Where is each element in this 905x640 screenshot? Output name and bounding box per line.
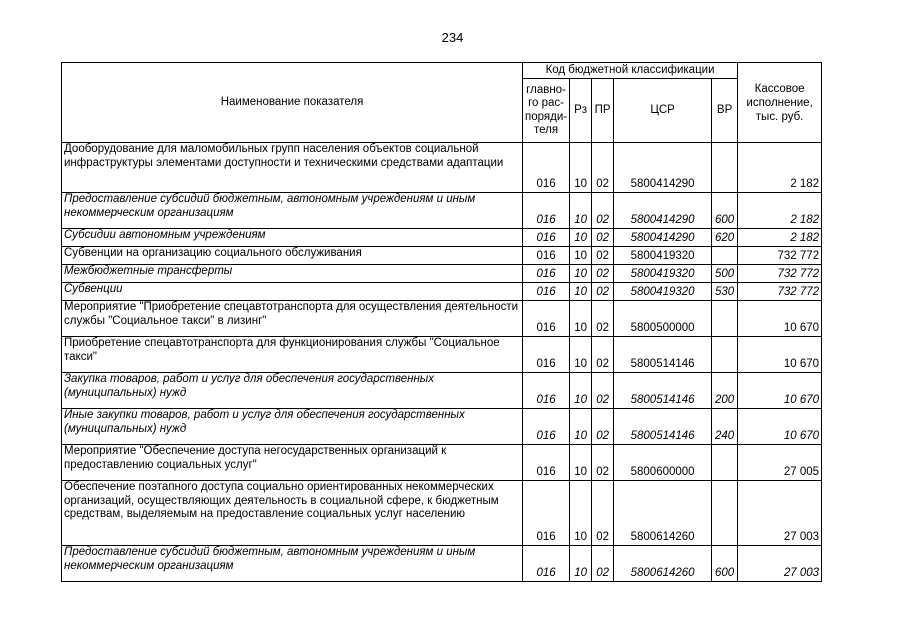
row-target-item-cell: 5800414290 bbox=[614, 229, 712, 247]
row-subsection-cell: 02 bbox=[592, 265, 614, 283]
row-target-item-cell: 5800419320 bbox=[614, 265, 712, 283]
row-subsection-cell: 02 bbox=[592, 409, 614, 445]
row-chief-administrator-cell: 016 bbox=[523, 337, 570, 373]
table-row bbox=[62, 265, 822, 283]
budget-table bbox=[61, 62, 822, 582]
row-target-item-cell: 5800419320 bbox=[614, 247, 712, 265]
header-expense-type: ВР bbox=[712, 79, 738, 143]
table-row bbox=[62, 193, 822, 229]
row-chief-administrator-cell: 016 bbox=[523, 247, 570, 265]
row-target-item-cell: 5800614260 bbox=[614, 546, 712, 582]
row-cash-execution-cell: 732 772 bbox=[738, 283, 822, 301]
row-name-cell: Обеспечение поэтапного доступа социально ориентированных некоммерческих организаций, осуществляющих деятельность в социальной сфере, к бюджетным средствам, выделяемым на предоставление социальных услуг населению bbox=[62, 481, 523, 546]
table-row bbox=[62, 445, 822, 481]
row-section-cell: 10 bbox=[570, 229, 592, 247]
table-body bbox=[62, 143, 822, 582]
row-expense-type-cell bbox=[712, 481, 738, 546]
row-expense-type-cell: 530 bbox=[712, 283, 738, 301]
header-cash-execution: Кассовое исполнение, тыс. руб. bbox=[738, 63, 822, 143]
row-target-item-cell: 5800514146 bbox=[614, 373, 712, 409]
row-cash-execution-cell: 732 772 bbox=[738, 247, 822, 265]
row-name-cell: Предоставление субсидий бюджетным, автономным учреждениям и иным некоммерческим организациям bbox=[62, 546, 523, 582]
row-expense-type-cell bbox=[712, 337, 738, 373]
row-section-cell: 10 bbox=[570, 193, 592, 229]
table-row bbox=[62, 283, 822, 301]
row-target-item-cell: 5800419320 bbox=[614, 283, 712, 301]
table-row bbox=[62, 143, 822, 193]
row-cash-execution-cell: 10 670 bbox=[738, 301, 822, 337]
row-chief-administrator-cell: 016 bbox=[523, 546, 570, 582]
row-target-item-cell: 5800614260 bbox=[614, 481, 712, 546]
row-subsection-cell: 02 bbox=[592, 301, 614, 337]
row-cash-execution-cell: 732 772 bbox=[738, 265, 822, 283]
row-target-item-cell: 5800500000 bbox=[614, 301, 712, 337]
row-section-cell: 10 bbox=[570, 445, 592, 481]
header-budget-code-group: Код бюджетной классификации bbox=[523, 63, 738, 79]
row-subsection-cell: 02 bbox=[592, 546, 614, 582]
row-name-cell: Мероприятие "Обеспечение доступа негосударственных организаций к предоставлению социальных услуг" bbox=[62, 445, 523, 481]
page-number: 234 bbox=[441, 30, 464, 45]
row-target-item-cell: 5800514146 bbox=[614, 409, 712, 445]
header-target-item: ЦСР bbox=[614, 79, 712, 143]
row-expense-type-cell: 240 bbox=[712, 409, 738, 445]
row-chief-administrator-cell: 016 bbox=[523, 283, 570, 301]
row-expense-type-cell bbox=[712, 143, 738, 193]
table-row bbox=[62, 546, 822, 582]
row-chief-administrator-cell: 016 bbox=[523, 445, 570, 481]
table-row bbox=[62, 229, 822, 247]
row-section-cell: 10 bbox=[570, 265, 592, 283]
row-chief-administrator-cell: 016 bbox=[523, 265, 570, 283]
row-section-cell: 10 bbox=[570, 373, 592, 409]
row-cash-execution-cell: 27 003 bbox=[738, 546, 822, 582]
row-cash-execution-cell: 10 670 bbox=[738, 373, 822, 409]
row-name-cell: Межбюджетные трансферты bbox=[62, 265, 523, 283]
row-target-item-cell: 5800414290 bbox=[614, 193, 712, 229]
row-expense-type-cell bbox=[712, 445, 738, 481]
row-expense-type-cell bbox=[712, 301, 738, 337]
row-expense-type-cell: 620 bbox=[712, 229, 738, 247]
row-name-cell: Субвенции bbox=[62, 283, 523, 301]
table-header bbox=[62, 63, 822, 143]
header-subsection: ПР bbox=[592, 79, 614, 143]
row-cash-execution-cell: 27 003 bbox=[738, 481, 822, 546]
row-cash-execution-cell: 10 670 bbox=[738, 409, 822, 445]
row-chief-administrator-cell: 016 bbox=[523, 143, 570, 193]
row-subsection-cell: 02 bbox=[592, 445, 614, 481]
row-subsection-cell: 02 bbox=[592, 143, 614, 193]
row-chief-administrator-cell: 016 bbox=[523, 373, 570, 409]
row-chief-administrator-cell: 016 bbox=[523, 229, 570, 247]
row-target-item-cell: 5800414290 bbox=[614, 143, 712, 193]
row-name-cell: Приобретение спецавтотранспорта для функционирования службы "Социальное такси" bbox=[62, 337, 523, 373]
table-row bbox=[62, 409, 822, 445]
table-row bbox=[62, 373, 822, 409]
row-target-item-cell: 5800600000 bbox=[614, 445, 712, 481]
row-expense-type-cell: 600 bbox=[712, 546, 738, 582]
row-name-cell: Дооборудование для маломобильных групп населения объектов социальной инфраструктуры элементами доступности и техническими средствами адаптации bbox=[62, 143, 523, 193]
row-section-cell: 10 bbox=[570, 546, 592, 582]
row-expense-type-cell bbox=[712, 247, 738, 265]
header-chief-administrator: главно- го рас- поряди- теля bbox=[523, 79, 570, 143]
table-row bbox=[62, 301, 822, 337]
row-name-cell: Субвенции на организацию социального обслуживания bbox=[62, 247, 523, 265]
row-subsection-cell: 02 bbox=[592, 229, 614, 247]
row-chief-administrator-cell: 016 bbox=[523, 409, 570, 445]
row-section-cell: 10 bbox=[570, 337, 592, 373]
row-cash-execution-cell: 10 670 bbox=[738, 337, 822, 373]
row-subsection-cell: 02 bbox=[592, 283, 614, 301]
row-subsection-cell: 02 bbox=[592, 193, 614, 229]
row-name-cell: Субсидии автономным учреждениям bbox=[62, 229, 523, 247]
row-name-cell: Мероприятие "Приобретение спецавтотранспорта для осуществления деятельности службы "Социальное такси" в лизинг" bbox=[62, 301, 523, 337]
row-section-cell: 10 bbox=[570, 481, 592, 546]
row-cash-execution-cell: 2 182 bbox=[738, 143, 822, 193]
row-name-cell: Предоставление субсидий бюджетным, автономным учреждениям и иным некоммерческим организациям bbox=[62, 193, 523, 229]
row-subsection-cell: 02 bbox=[592, 481, 614, 546]
row-section-cell: 10 bbox=[570, 247, 592, 265]
row-name-cell: Иные закупки товаров, работ и услуг для обеспечения государственных (муниципальных) нужд bbox=[62, 409, 523, 445]
header-section: Рз bbox=[570, 79, 592, 143]
row-cash-execution-cell: 2 182 bbox=[738, 229, 822, 247]
row-chief-administrator-cell: 016 bbox=[523, 301, 570, 337]
row-expense-type-cell: 600 bbox=[712, 193, 738, 229]
row-subsection-cell: 02 bbox=[592, 247, 614, 265]
row-target-item-cell: 5800514146 bbox=[614, 337, 712, 373]
row-subsection-cell: 02 bbox=[592, 373, 614, 409]
row-expense-type-cell: 500 bbox=[712, 265, 738, 283]
row-chief-administrator-cell: 016 bbox=[523, 481, 570, 546]
row-chief-administrator-cell: 016 bbox=[523, 193, 570, 229]
row-expense-type-cell: 200 bbox=[712, 373, 738, 409]
row-name-cell: Закупка товаров, работ и услуг для обеспечения государственных (муниципальных) нужд bbox=[62, 373, 523, 409]
row-section-cell: 10 bbox=[570, 283, 592, 301]
table-row bbox=[62, 481, 822, 546]
header-name: Наименование показателя bbox=[62, 63, 523, 143]
row-cash-execution-cell: 2 182 bbox=[738, 193, 822, 229]
row-section-cell: 10 bbox=[570, 143, 592, 193]
row-subsection-cell: 02 bbox=[592, 337, 614, 373]
row-section-cell: 10 bbox=[570, 409, 592, 445]
table-row bbox=[62, 337, 822, 373]
row-cash-execution-cell: 27 005 bbox=[738, 445, 822, 481]
table-row bbox=[62, 247, 822, 265]
row-section-cell: 10 bbox=[570, 301, 592, 337]
